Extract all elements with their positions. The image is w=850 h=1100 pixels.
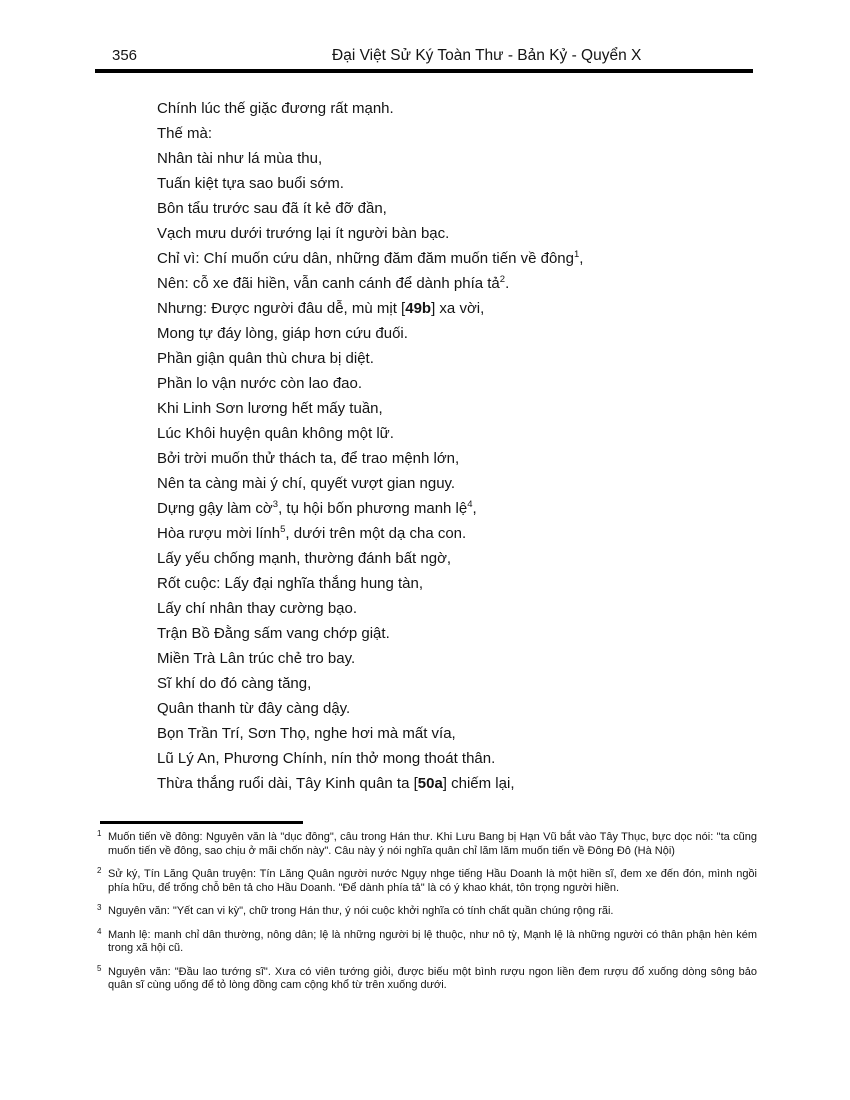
verse-text: Bôn tẩu trước sau đã ít kẻ đỡ đần, [157,200,387,217]
footnote-text: Sử ký, Tín Lăng Quân truyện: Tín Lăng Quân người nước Ngụy nhge tiếng Hầu Doanh là một hiền sĩ, đem xe đến đón, mình ngồi phía hữu, để trống chỗ bên tả cho Hầu Doanh. "Để dành phía tả" là có ý khao khát, tôn trọng người hiền. [108,868,757,894]
verse-line [157,146,777,171]
verse-text: Nên ta càng mài ý chí, quyết vượt gian nguy. [157,475,456,492]
verse-text: , [472,500,477,517]
footnote-number: 5 [97,963,102,973]
folio-reference: 49b [405,300,432,317]
verse-line [157,571,777,596]
verse-text: Nhưng: Được người đâu dễ, mù mịt [ [157,300,406,317]
verse-text: Trận Bồ Đằng sấm vang chớp giật. [157,625,390,642]
verse-text: , [579,250,584,267]
verse-text: Chính lúc thế giặc đương rất mạnh. [157,100,394,117]
verse-line [157,746,777,771]
verse-line [157,296,777,321]
footnote-reference-marker: 3 [272,499,279,510]
verse-text: Rốt cuộc: Lấy đại nghĩa thắng hung tàn, [157,575,424,592]
verse-text: Dựng gậy làm cờ [157,500,273,517]
verse-text: Phần lo vận nước còn lao đao. [157,375,363,392]
verse-text: Quân thanh từ đây càng dậy. [157,700,351,717]
footnote-text: Muốn tiến về đông: Nguyên văn là "dục đông", câu trong Hán thư. Khi Lưu Bang bị Hạn Vũ bắt vào Tây Thục, bực dọc nói: "ta cũng muốn tiến về đông, sao chịu ở mãi chốn này". Câu này ý nói nghĩa quân chỉ lăm lăm muốn tiến về Đông Đô (Hà Nội) [108,831,757,857]
verse-line [157,646,777,671]
footnote-item [97,831,757,858]
verse-text: Lúc Khôi huyện quân không một lữ. [157,425,394,442]
verse-lines [157,96,777,796]
verse-text: Lũ Lý An, Phương Chính, nín thở mong thoát thân. [157,750,496,767]
verse-line [157,121,777,146]
folio-reference: 50a [417,775,443,792]
footnote-item [97,868,757,895]
footnote-number: 2 [97,866,102,875]
verse-line [157,621,777,646]
verse-line [157,471,777,496]
verse-text: Lấy chí nhân thay cường bạo. [157,600,358,617]
verse-text: Tuấn kiệt tựa sao buổi sớm. [157,175,344,192]
verse-line [157,671,777,696]
verse-line [157,271,777,296]
verse-line [157,196,777,221]
footnote-number: 1 [97,829,102,838]
verse-text: , dưới trên một dạ cha con. [285,525,467,542]
verse-line [157,171,777,196]
verse-line [157,346,777,371]
verse-text: Miền Trà Lân trúc chẻ tro bay. [157,650,356,667]
page-number: 356 [112,47,138,64]
verse-line [157,446,777,471]
verse-line [157,246,777,271]
verse-text: , tụ hội bốn phương manh lệ [278,500,468,517]
footnote-text: Nguyên văn: "Yết can vi kỳ", chữ trong Hán thư, ý nói cuộc khởi nghĩa có tính chất quần chúng rộng rãi. [108,905,614,917]
footnotes-section [97,831,757,1003]
footnote-number: 4 [97,926,102,936]
running-header-title: Đại Việt Sử Ký Toàn Thư - Bản Kỷ - Quyển X [332,47,642,64]
verse-text: ] xa vời, [431,300,485,317]
verse-text: Bọn Trần Trí, Sơn Thọ, nghe hơi mà mất vía, [157,725,456,742]
verse-text: Bởi trời muốn thử thách ta, để trao mệnh lớn, [157,450,460,467]
verse-line [157,496,777,521]
verse-text: Vạch mưu dưới trướng lại ít người bàn bạc. [157,225,450,242]
footnote-reference-marker: 4 [467,499,473,510]
footnote-text: Nguyên văn: "Đầu lao tướng sĩ". Xưa có viên tướng giỏi, được biếu một bình rượu ngon liền đem rượu đổ xuống dòng sông bảo quân sĩ cùng uống để tỏ lòng đồng cam cộng khổ từ trên xuống dưới. [108,965,757,991]
verse-text: Nên: cỗ xe đãi hiền, vẫn canh cánh để dành phía tả [157,275,500,292]
verse-text: Khi Linh Sơn lương hết mấy tuần, [157,400,383,417]
verse-text: Thừa thắng ruổi dài, Tây Kinh quân ta [ [157,775,418,792]
footnote-item [97,963,757,993]
footnote-reference-marker: 5 [280,524,286,535]
verse-line [157,696,777,721]
verse-text: Thế mà: [157,125,213,142]
footnote-item [97,926,757,956]
verse-text: Phần giận quân thù chưa bị diệt. [157,350,374,367]
verse-text: Nhân tài như lá mùa thu, [157,150,323,167]
verse-line [157,421,777,446]
verse-text: . [505,275,510,292]
verse-text: Lấy yếu chống mạnh, thường đánh bất ngờ, [157,550,452,567]
verse-line [157,596,777,621]
footnote-reference-marker: 1 [573,249,580,260]
footnote-number: 3 [97,903,102,912]
verse-line [157,721,777,746]
verse-text: Hòa rượu mời lính [157,525,281,542]
verse-text: Sĩ khí do đó càng tăng, [157,675,312,692]
header-rule-divider [95,69,753,73]
verse-line [157,371,777,396]
verse-line [157,396,777,421]
verse-text: ] chiếm lại, [442,775,515,792]
verse-line [157,546,777,571]
footnote-item [97,905,757,919]
footnote-reference-marker: 2 [499,274,506,285]
verse-line [157,771,777,796]
verse-line [157,96,777,121]
verse-line [157,521,777,546]
verse-line [157,321,777,346]
footnote-separator [100,821,303,824]
verse-text: Chỉ vì: Chí muốn cứu dân, những đăm đăm muốn tiến về đông [157,250,574,267]
verse-text: Mong tự đáy lòng, giáp hơn cứu đuối. [157,325,408,342]
footnote-text: Manh lệ: manh chỉ dân thường, nông dân; lệ là những người bị lệ thuộc, như nô tỳ, Mạnh lệ là những người có thân phận hèn kém trong xã hội cũ. [108,928,757,954]
verse-line [157,221,777,246]
